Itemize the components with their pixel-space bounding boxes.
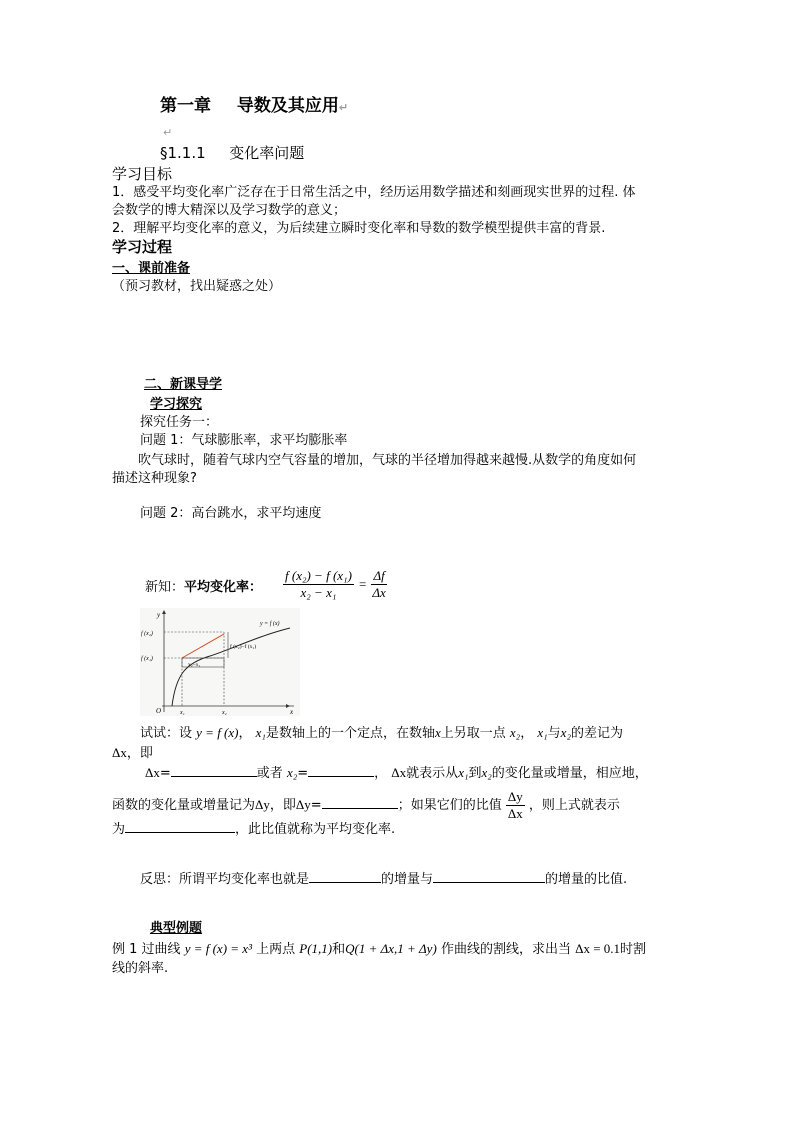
blank-dx[interactable] — [171, 764, 257, 777]
exercise-text: ，则上式就表示 — [528, 798, 620, 813]
x2-label: x₂ — [222, 710, 227, 716]
ratio-denominator: Δx — [507, 806, 523, 821]
exercise-math: x₂ — [560, 725, 571, 740]
goal-item-2: 2．理解平均变化率的意义，为后续建立瞬时变化率和导数的数学模型提供丰富的背景. — [112, 221, 606, 236]
example-math: y = f (x) = x³ — [184, 941, 252, 956]
part1-note: （预习教材，找出疑惑之处） — [112, 279, 282, 294]
fx1-label: f (x₁) — [141, 656, 153, 662]
reflection-text: 的增量的比值. — [545, 872, 628, 887]
part2-heading: 二、新课导学 — [144, 377, 223, 392]
exercise-math: y = f (x) — [196, 725, 239, 740]
exercise-text: ；如果它们的比值 — [397, 798, 502, 813]
exercise-text: 与 — [547, 726, 561, 741]
formula-fraction-right — [371, 568, 386, 601]
question-1-text-line-1: 吹气球时，随着气球内空气容量的增加，气球的半径增加得越来越慢.从数学的角度如何 — [138, 453, 637, 468]
x-axis-label: x — [290, 708, 294, 716]
section-title — [160, 144, 304, 162]
ratio-fraction — [506, 789, 525, 822]
example-text: 上两点 — [256, 942, 296, 957]
blank-x2[interactable] — [308, 764, 374, 777]
formula-fraction-left — [283, 568, 354, 601]
formula-denominator-2: Δx — [372, 585, 386, 600]
blank-dy[interactable] — [322, 796, 398, 809]
explore-heading: 学习探究 — [150, 397, 203, 412]
example-1-line-1 — [112, 940, 646, 959]
part1-heading: 一、课前准备 — [112, 261, 191, 276]
chapter-name: 导数及其应用 — [236, 96, 339, 116]
reflection-text: 的增量与 — [381, 872, 434, 887]
average-rate-graph — [140, 608, 300, 716]
section-name: 变化率问题 — [229, 144, 305, 162]
exercise-text: ，即 — [269, 798, 296, 813]
fx2-label: f (x₂) — [141, 631, 153, 637]
paragraph-mark: ↵ — [338, 101, 349, 114]
exercise-text: 上另取一点 — [440, 726, 506, 741]
ratio-numerator: Δy — [507, 789, 523, 804]
blank-reflect-1[interactable] — [309, 870, 381, 883]
exercise-math: x₁ — [537, 725, 548, 740]
goal-item-1-line-1: 1．感受平均变化率广泛存在于日常生活之中，经历运用数学描述和刻画现实世界的过程. 体 — [112, 185, 636, 200]
exercise-text: ， — [238, 726, 252, 741]
exercise-text: = — [297, 766, 309, 781]
exercise-math: x₁ — [458, 765, 469, 780]
origin-label: O — [156, 707, 162, 715]
formula-numerator: f (x₂) − f (x₁) — [285, 568, 352, 583]
example-text: 时割 — [620, 942, 647, 957]
blank-ratio[interactable] — [125, 820, 235, 833]
exercise-math: Δx — [145, 765, 160, 780]
exercise-text: ，即 — [126, 746, 153, 761]
exercise-math: Δx — [391, 765, 407, 780]
exercise-text: 或者 — [256, 766, 283, 781]
exercise-math: Δy — [295, 797, 311, 812]
exercise-math: Δy — [255, 797, 270, 812]
exercise-text: 是数轴上的一个定点，在数轴 — [265, 726, 435, 741]
exercise-math: Δx — [112, 745, 127, 760]
exercise-text: 的差记为 — [570, 726, 623, 741]
exercise-text: 就表示从 — [406, 766, 459, 781]
chapter-number: 第一章 — [160, 96, 211, 116]
exercise-text: = — [310, 798, 322, 813]
diff-label: f (x₂)−f (x₁) — [230, 644, 257, 650]
question-2: 问题 2：高台跳水，求平均速度 — [140, 506, 322, 521]
paragraph-mark: ↵ — [163, 126, 173, 139]
exercise-math: x₂ — [509, 725, 521, 740]
formula-numerator-2: Δf — [373, 568, 385, 583]
exercise-text: 试试：设 — [140, 726, 193, 741]
new-knowledge — [145, 579, 262, 597]
exercise-math: x₂ — [481, 765, 492, 780]
exercise-text: ， — [374, 766, 388, 781]
example-1-line-2: 线的斜率. — [112, 961, 169, 976]
example-text: 例 1 过曲线 — [112, 942, 181, 957]
curve-label: y = f (x) — [260, 621, 280, 627]
exercise-text: 的变化量或增量，相应地， — [491, 766, 648, 781]
question-1: 问题 1：气球膨胀率，求平均膨胀率 — [140, 433, 348, 448]
exercise-line-3 — [145, 764, 648, 783]
exercise-text: ， — [520, 726, 534, 741]
exercise-text: 为 — [112, 822, 126, 837]
x1-label: x₁ — [180, 710, 185, 716]
exercise-line-2 — [112, 744, 153, 763]
exercise-line-1 — [140, 724, 623, 743]
dx-label: x₂−x₁ — [188, 662, 201, 668]
reflection-text: 反思：所谓平均变化率也就是 — [140, 872, 310, 887]
new-knowledge-term: 平均变化率： — [184, 580, 263, 595]
goals-heading: 学习目标 — [112, 165, 173, 183]
task1: 探究任务一： — [140, 415, 219, 430]
process-heading: 学习过程 — [112, 238, 173, 256]
exercise-math: x — [434, 725, 441, 740]
section-number: §1.1.1 — [160, 144, 206, 162]
example-math: P(1,1) — [299, 941, 333, 956]
example-math: Δx = 0.1 — [575, 941, 621, 956]
exercise-math: x₂ — [286, 765, 298, 780]
new-knowledge-prefix: 新知： — [145, 580, 185, 595]
exercise-text: 函数的变化量或增量记为 — [112, 798, 256, 813]
reflection — [140, 870, 627, 889]
example-text: 作曲线的割线，求出当 — [440, 942, 571, 957]
chapter-title — [160, 97, 348, 117]
exercise-text: ，此比值就称为平均变化率. — [235, 822, 396, 837]
exercise-text: 到 — [468, 766, 482, 781]
goal-item-1-line-2: 会数学的博大精深以及学习数学的意义； — [112, 203, 347, 218]
question-1-text-line-2: 描述这种现象? — [112, 471, 197, 486]
exercise-line-4 — [112, 789, 620, 822]
examples-heading: 典型例题 — [150, 921, 203, 936]
blank-reflect-2[interactable] — [433, 870, 545, 883]
example-math: Q(1 + Δx,1 + Δy) — [345, 941, 437, 956]
formula-denominator: x₂ − x₁ — [300, 585, 337, 600]
exercise-text: = — [159, 766, 171, 781]
formula-equals: = — [359, 576, 367, 592]
exercise-math: x₁ — [255, 725, 266, 740]
exercise-line-5 — [112, 820, 395, 839]
average-rate-formula — [283, 568, 387, 601]
y-axis-label: y — [157, 611, 161, 619]
example-text: 和 — [332, 942, 346, 957]
